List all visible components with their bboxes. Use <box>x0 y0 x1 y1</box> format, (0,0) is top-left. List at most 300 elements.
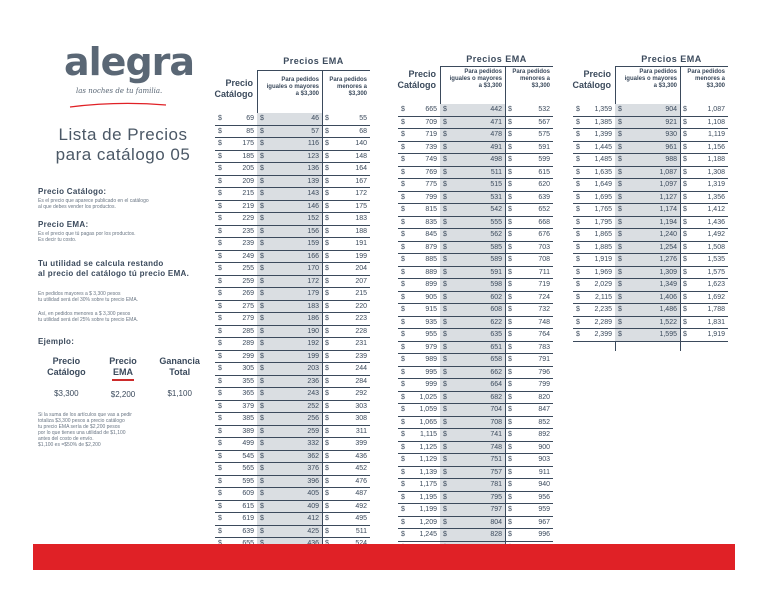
ema-price-ge <box>440 442 505 454</box>
ema-price-ge <box>440 392 505 404</box>
price-value: 252 <box>307 402 319 410</box>
ema-price-lt <box>505 492 553 504</box>
currency-symbol: $ <box>683 118 687 126</box>
price-value: 476 <box>355 477 367 485</box>
price-value: 183 <box>307 302 319 310</box>
ema-price-ge <box>440 479 505 491</box>
currency-symbol: $ <box>683 281 687 289</box>
catalog-price <box>398 242 440 254</box>
currency-symbol: $ <box>218 327 222 335</box>
price-value: 123 <box>307 152 319 160</box>
ema-price-lt <box>680 192 728 204</box>
ema-price-lt <box>505 204 553 216</box>
currency-symbol: $ <box>325 302 329 310</box>
currency-symbol: $ <box>618 243 622 251</box>
price-value: 988 <box>665 156 677 164</box>
table-row <box>398 429 553 442</box>
price-value: 239 <box>242 240 254 248</box>
currency-symbol: $ <box>508 156 512 164</box>
price-value: 166 <box>307 252 319 260</box>
price-value: 409 <box>307 502 319 510</box>
ema-title: Precios EMA <box>641 54 702 64</box>
currency-symbol: $ <box>618 293 622 301</box>
price-value: 1,885 <box>594 243 612 251</box>
table-row <box>215 526 370 539</box>
price-value: 152 <box>307 215 319 223</box>
price-value: 885 <box>425 256 437 264</box>
price-value: 185 <box>242 152 254 160</box>
currency-symbol: $ <box>401 343 405 351</box>
currency-symbol: $ <box>443 243 447 251</box>
catalog-price <box>215 163 257 175</box>
price-value: 249 <box>242 252 254 260</box>
price-value: 658 <box>490 356 502 364</box>
price-value: 708 <box>490 418 502 426</box>
currency-symbol: $ <box>508 393 512 401</box>
ema-price-lt <box>505 329 553 341</box>
catalog-price <box>398 229 440 241</box>
ema-price-lt <box>322 338 370 350</box>
catalog-price <box>573 229 615 241</box>
ema-price-lt <box>505 117 553 129</box>
ema-price-ge <box>440 217 505 229</box>
currency-symbol: $ <box>260 265 264 273</box>
ema-title-rule <box>257 70 370 71</box>
price-value: 279 <box>242 315 254 323</box>
price-value: 46 <box>311 115 319 123</box>
example-footnote: Si la suma de los artículos que vas a pedir totaliza $3,300 pesos a precio catálogo tu precio EMA sería de $2,200 pesos por lo que tienes una utilidad de $1,100 antes del costo de envío. $1,100 es =$50% de $2,200 <box>38 411 132 448</box>
table-row <box>215 451 370 464</box>
price-value: 442 <box>490 106 502 114</box>
ema-price-ge <box>257 126 322 138</box>
table-row <box>398 129 553 142</box>
catalog-price <box>215 351 257 363</box>
currency-symbol: $ <box>508 356 512 364</box>
table-row <box>215 376 370 389</box>
price-value: 1,156 <box>707 143 725 151</box>
price-value: 845 <box>425 231 437 239</box>
catalog-price <box>398 267 440 279</box>
currency-symbol: $ <box>576 181 580 189</box>
ema-price-lt <box>505 142 553 154</box>
price-value: 820 <box>538 393 550 401</box>
catalog-price <box>573 279 615 291</box>
currency-symbol: $ <box>260 377 264 385</box>
price-value: 799 <box>425 193 437 201</box>
currency-symbol: $ <box>218 490 222 498</box>
ema-price-lt <box>505 104 553 116</box>
price-value: 179 <box>307 290 319 298</box>
ema-price-ge <box>257 238 322 250</box>
price-value: 256 <box>307 415 319 423</box>
currency-symbol: $ <box>218 177 222 185</box>
price-value: 2,235 <box>594 306 612 314</box>
table-row <box>573 317 728 330</box>
catalog-price <box>573 304 615 316</box>
currency-symbol: $ <box>576 331 580 339</box>
currency-symbol: $ <box>576 206 580 214</box>
catalog-price <box>398 379 440 391</box>
currency-symbol: $ <box>218 340 222 348</box>
catalog-description: Es el precio que aparece publicado en el catálogo al que debes vender los productos. <box>38 198 149 210</box>
ema-price-ge <box>257 251 322 263</box>
price-value: 139 <box>307 177 319 185</box>
currency-symbol: $ <box>618 168 622 176</box>
ema-price-lt <box>505 367 553 379</box>
ema-price-ge <box>440 354 505 366</box>
price-value: 231 <box>355 340 367 348</box>
catalog-heading: Precio Catálogo: <box>38 187 107 196</box>
ema-price-ge <box>257 426 322 438</box>
catalog-price <box>215 451 257 463</box>
price-value: 1,097 <box>659 181 677 189</box>
price-value: 668 <box>538 218 550 226</box>
price-value: 515 <box>490 181 502 189</box>
price-value: 1,436 <box>707 218 725 226</box>
currency-symbol: $ <box>443 456 447 464</box>
price-value: 531 <box>490 193 502 201</box>
currency-symbol: $ <box>401 268 405 276</box>
currency-symbol: $ <box>683 218 687 226</box>
currency-symbol: $ <box>443 443 447 451</box>
table-row <box>398 454 553 467</box>
table-row <box>215 113 370 126</box>
ema-price-lt <box>680 104 728 116</box>
table-row <box>215 313 370 326</box>
catalog-price <box>398 279 440 291</box>
table-row <box>215 488 370 501</box>
price-value: 215 <box>355 290 367 298</box>
ema-price-ge <box>615 204 680 216</box>
currency-symbol: $ <box>443 343 447 351</box>
currency-symbol: $ <box>401 431 405 439</box>
ema-price-lt <box>322 151 370 163</box>
ema-price-ge <box>257 151 322 163</box>
currency-symbol: $ <box>218 227 222 235</box>
lt-3300-header: Para pedidos menores a $3,300 <box>512 69 550 89</box>
price-value: 175 <box>355 202 367 210</box>
table-row <box>573 292 728 305</box>
price-value: 209 <box>242 177 254 185</box>
table-row <box>215 276 370 289</box>
lt-3300-header: Para pedidos menores a $3,300 <box>329 77 367 97</box>
price-value: 703 <box>538 243 550 251</box>
currency-symbol: $ <box>508 456 512 464</box>
ema-price-ge <box>257 176 322 188</box>
catalog-price <box>398 192 440 204</box>
currency-symbol: $ <box>683 331 687 339</box>
ema-price-ge <box>615 279 680 291</box>
currency-symbol: $ <box>218 315 222 323</box>
price-value: 57 <box>311 127 319 135</box>
currency-symbol: $ <box>260 115 264 123</box>
price-value: 1,649 <box>594 181 612 189</box>
price-value: 748 <box>490 443 502 451</box>
currency-symbol: $ <box>508 281 512 289</box>
ema-price-ge <box>440 367 505 379</box>
currency-symbol: $ <box>260 202 264 210</box>
price-value: 575 <box>538 131 550 139</box>
price-value: 959 <box>538 506 550 514</box>
price-value: 1,412 <box>707 206 725 214</box>
currency-symbol: $ <box>401 106 405 114</box>
catalog-price <box>398 329 440 341</box>
price-value: 116 <box>307 140 319 148</box>
price-value: 172 <box>355 190 367 198</box>
currency-symbol: $ <box>683 181 687 189</box>
price-value: 598 <box>490 281 502 289</box>
ema-price-ge <box>257 513 322 525</box>
catalog-price <box>215 276 257 288</box>
catalog-price <box>215 138 257 150</box>
catalog-price <box>398 517 440 529</box>
catalog-price <box>398 492 440 504</box>
currency-symbol: $ <box>325 402 329 410</box>
price-value: 955 <box>425 331 437 339</box>
price-value: 244 <box>355 365 367 373</box>
catalog-price <box>398 304 440 316</box>
ema-price-lt <box>505 442 553 454</box>
currency-symbol: $ <box>443 181 447 189</box>
currency-symbol: $ <box>401 531 405 539</box>
currency-symbol: $ <box>325 452 329 460</box>
catalog-price <box>398 504 440 516</box>
price-rows <box>398 104 553 554</box>
currency-symbol: $ <box>401 243 405 251</box>
catalog-price <box>398 167 440 179</box>
currency-symbol: $ <box>401 193 405 201</box>
price-value: 170 <box>307 265 319 273</box>
price-value: 602 <box>490 293 502 301</box>
currency-symbol: $ <box>443 281 447 289</box>
catalog-header: Precio Catálogo <box>572 69 611 90</box>
currency-symbol: $ <box>260 415 264 423</box>
table-row <box>215 351 370 364</box>
ema-price-ge <box>440 329 505 341</box>
ema-price-lt <box>505 379 553 391</box>
catalog-price <box>215 388 257 400</box>
price-value: 471 <box>490 118 502 126</box>
ema-price-ge <box>257 326 322 338</box>
price-value: 207 <box>355 277 367 285</box>
currency-symbol: $ <box>218 215 222 223</box>
currency-symbol: $ <box>260 252 264 260</box>
ema-price-lt <box>322 463 370 475</box>
ema-price-lt <box>322 263 370 275</box>
ema-price-lt <box>322 476 370 488</box>
price-value: 609 <box>242 490 254 498</box>
price-value: 615 <box>538 168 550 176</box>
price-rows <box>573 104 728 342</box>
currency-symbol: $ <box>401 493 405 501</box>
catalog-price <box>215 313 257 325</box>
ema-price-lt <box>680 204 728 216</box>
ema-price-ge <box>257 201 322 213</box>
currency-symbol: $ <box>683 231 687 239</box>
price-value: 55 <box>359 115 367 123</box>
table-row <box>398 379 553 392</box>
price-value: 797 <box>490 506 502 514</box>
price-value: 852 <box>538 418 550 426</box>
ema-price-ge <box>257 138 322 150</box>
currency-symbol: $ <box>218 377 222 385</box>
table-row <box>573 217 728 230</box>
ema-price-ge <box>440 167 505 179</box>
price-value: 769 <box>425 168 437 176</box>
price-value: 879 <box>425 243 437 251</box>
ema-price-ge <box>440 154 505 166</box>
catalog-price <box>398 404 440 416</box>
ema-price-lt <box>322 426 370 438</box>
ema-price-lt <box>322 126 370 138</box>
currency-symbol: $ <box>218 202 222 210</box>
ema-price-ge <box>257 463 322 475</box>
ema-price-lt <box>680 154 728 166</box>
price-value: 452 <box>355 465 367 473</box>
catalog-price <box>215 426 257 438</box>
currency-symbol: $ <box>618 231 622 239</box>
currency-symbol: $ <box>401 281 405 289</box>
currency-symbol: $ <box>260 127 264 135</box>
ema-price-lt <box>680 304 728 316</box>
currency-symbol: $ <box>683 268 687 276</box>
utility-text-25: Así, en pedidos menores a $ 3,300 pesos tu utilidad será del 25% sobre tu precio EMA. <box>38 311 139 323</box>
price-value: 229 <box>242 215 254 223</box>
currency-symbol: $ <box>260 152 264 160</box>
price-value: 799 <box>538 381 550 389</box>
currency-symbol: $ <box>260 477 264 485</box>
price-value: 203 <box>307 365 319 373</box>
table-row <box>215 338 370 351</box>
ema-price-ge <box>440 529 505 541</box>
ema-price-ge <box>257 288 322 300</box>
currency-symbol: $ <box>576 256 580 264</box>
price-value: 665 <box>425 106 437 114</box>
price-value: 940 <box>538 481 550 489</box>
table-row <box>573 242 728 255</box>
table-row <box>398 329 553 342</box>
currency-symbol: $ <box>683 168 687 176</box>
ema-price-lt <box>505 354 553 366</box>
price-value: 495 <box>355 515 367 523</box>
price-value: 362 <box>307 452 319 460</box>
ema-price-ge <box>615 242 680 254</box>
currency-symbol: $ <box>443 156 447 164</box>
price-value: 1,508 <box>707 243 725 251</box>
ema-price-ge <box>440 454 505 466</box>
currency-symbol: $ <box>508 181 512 189</box>
table-row <box>573 329 728 342</box>
table-row <box>215 238 370 251</box>
currency-symbol: $ <box>618 181 622 189</box>
catalog-price <box>215 488 257 500</box>
ema-price-lt <box>505 317 553 329</box>
catalog-header: Precio Catálogo <box>214 78 253 99</box>
currency-symbol: $ <box>218 302 222 310</box>
currency-symbol: $ <box>508 343 512 351</box>
price-value: 751 <box>490 456 502 464</box>
currency-symbol: $ <box>218 477 222 485</box>
currency-symbol: $ <box>260 365 264 373</box>
price-value: 308 <box>355 415 367 423</box>
alegra-logo: alegra <box>64 40 195 84</box>
ema-price-lt <box>322 288 370 300</box>
table-row <box>215 188 370 201</box>
price-value: 619 <box>242 515 254 523</box>
table-row <box>398 392 553 405</box>
catalog-price <box>398 129 440 141</box>
price-value: 904 <box>665 106 677 114</box>
currency-symbol: $ <box>508 531 512 539</box>
currency-symbol: $ <box>508 481 512 489</box>
price-value: 708 <box>538 256 550 264</box>
price-value: 68 <box>359 127 367 135</box>
price-value: 235 <box>242 227 254 235</box>
currency-symbol: $ <box>260 402 264 410</box>
ema-price-lt <box>322 501 370 513</box>
table-row <box>398 192 553 205</box>
currency-symbol: $ <box>401 131 405 139</box>
catalog-price <box>215 363 257 375</box>
ema-price-ge <box>440 429 505 441</box>
table-row <box>573 267 728 280</box>
ema-price-lt <box>322 376 370 388</box>
catalog-price <box>215 463 257 475</box>
price-value: 956 <box>538 493 550 501</box>
ema-price-ge <box>257 376 322 388</box>
price-value: 1,087 <box>659 168 677 176</box>
ema-price-ge <box>440 104 505 116</box>
price-value: 1,175 <box>419 481 437 489</box>
currency-symbol: $ <box>576 168 580 176</box>
ema-title-rule <box>615 66 728 67</box>
price-value: 1,831 <box>707 318 725 326</box>
table-row <box>398 342 553 355</box>
currency-symbol: $ <box>683 256 687 264</box>
currency-symbol: $ <box>508 168 512 176</box>
price-value: 979 <box>425 343 437 351</box>
table-row <box>573 279 728 292</box>
currency-symbol: $ <box>218 165 222 173</box>
table-row <box>398 217 553 230</box>
catalog-price <box>573 204 615 216</box>
catalog-price <box>573 329 615 341</box>
table-row <box>215 226 370 239</box>
ema-price-ge <box>257 276 322 288</box>
currency-symbol: $ <box>508 218 512 226</box>
currency-symbol: $ <box>325 390 329 398</box>
ema-price-ge <box>257 388 322 400</box>
currency-symbol: $ <box>260 390 264 398</box>
price-value: 1,522 <box>659 318 677 326</box>
price-value: 1,174 <box>659 206 677 214</box>
price-value: 292 <box>355 390 367 398</box>
price-value: 1,623 <box>707 281 725 289</box>
currency-symbol: $ <box>401 381 405 389</box>
ema-price-ge <box>615 129 680 141</box>
currency-symbol: $ <box>576 118 580 126</box>
catalog-price <box>573 217 615 229</box>
price-value: 311 <box>355 427 367 435</box>
ema-price-lt <box>505 304 553 316</box>
price-value: 835 <box>425 218 437 226</box>
ema-price-lt <box>680 167 728 179</box>
ema-price-lt <box>680 217 728 229</box>
table-row <box>215 463 370 476</box>
ema-price-lt <box>505 342 553 354</box>
currency-symbol: $ <box>508 131 512 139</box>
ema-price-lt <box>322 313 370 325</box>
